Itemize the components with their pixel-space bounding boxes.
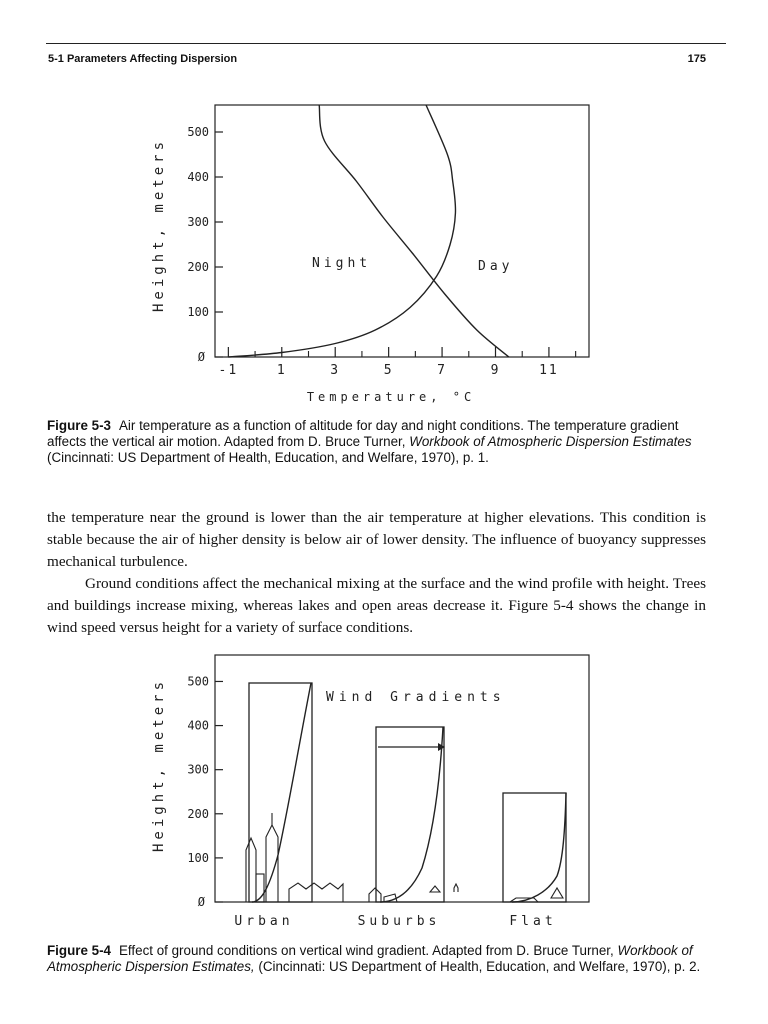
figure-5-3-xtick-label: 5 — [383, 363, 394, 378]
figure-5-3-caption-title: Workbook of Atmospheric Dispersion Estimates — [409, 434, 692, 449]
figure-5-3-series-day — [319, 105, 509, 357]
figure-5-4-caption-label: Figure 5-4 — [47, 943, 111, 958]
figure-5-4-category-labels — [234, 914, 556, 929]
figure-5-3-caption-label: Figure 5-3 — [47, 418, 111, 433]
figure-5-3-ytick-label: 500 — [187, 125, 209, 139]
body-text — [47, 507, 706, 639]
figure-5-3-series-night — [228, 105, 455, 357]
figure-5-4-yticks — [187, 674, 223, 909]
figure-5-3-ytick-label: Ø — [197, 350, 205, 364]
figure-5-3-xtick-label: 1 — [276, 363, 287, 378]
figure-5-3-xtick-label: -1 — [218, 363, 239, 378]
figure-5-3-xtick-label: 7 — [437, 363, 447, 378]
figure-5-4-title: Wind Gradients — [326, 690, 506, 705]
figure-5-3-chart — [0, 0, 768, 410]
figure-5-4-ytick-label: 200 — [187, 806, 209, 821]
figure-5-3-ytick-label: 100 — [187, 305, 209, 319]
figure-5-4-caption — [47, 943, 715, 975]
figure-5-4-caption-title: Workbook of Atmospheric Dispersion Estimates, — [47, 943, 693, 974]
figure-5-3-curves — [228, 105, 509, 357]
flat-gradient-frame — [503, 793, 566, 902]
flat-wind-profile — [512, 793, 566, 902]
urban-wind-profile — [252, 683, 311, 902]
figure-5-3-caption — [47, 418, 715, 466]
figure-5-4-ytick-label: 500 — [187, 674, 209, 689]
figure-5-4-ytick-label: Ø — [197, 895, 205, 909]
figure-5-3-xtick-label: 11 — [539, 363, 559, 378]
figure-5-4-ylabel: Height, meters — [151, 677, 167, 853]
figure-5-3-ytick-label: 200 — [187, 260, 209, 274]
figure-5-4-chart — [0, 640, 768, 932]
figure-5-3-caption-text: Air temperature as a function of altitude for day and night conditions. The temperature gradient affects the vertical air motion. Adapted from D. Bruce Turner, — [47, 418, 679, 449]
running-head: 5-1 Parameters Affecting Dispersion — [48, 53, 238, 65]
figure-5-3-frame — [215, 105, 589, 357]
figure-5-4-category-label: Flat — [509, 914, 557, 929]
figure-5-3-xticks — [219, 347, 576, 378]
figure-5-4-category-label: Urban — [234, 914, 294, 929]
figure-5-3-xlabel: Temperature, °C — [306, 390, 476, 404]
figure-5-4-ytick-label: 400 — [187, 718, 209, 733]
figure-5-4-caption-text: Effect of ground conditions on vertical wind gradient. Adapted from D. Bruce Turner, — [119, 943, 618, 958]
figure-5-3-caption-tail: (Cincinnati: US Department of Health, Education, and Welfare, 1970), p. 1. — [47, 450, 489, 465]
figure-5-4-caption-tail: (Cincinnati: US Department of Health, Education, and Welfare, 1970), p. 2. — [254, 959, 701, 974]
urban-buildings — [246, 813, 343, 902]
day-curve-label: Day — [478, 259, 514, 274]
figure-5-3-ytick-label: 300 — [187, 215, 209, 229]
body-paragraph-2: Ground conditions affect the mechanical mixing at the surface and the wind profile with height. Trees and buildings increase mixing, whereas lakes and open areas decrease it. Figure 5-4 shows the change in wind speed versus height for a variety of surface conditions. — [47, 575, 706, 636]
night-curve-label: Night — [312, 256, 372, 271]
figure-5-3-xtick-label: 9 — [490, 363, 501, 378]
figure-5-3-ylabel: Height, meters — [151, 137, 167, 313]
figure-5-4-category-label: Suburbs — [357, 914, 441, 929]
body-paragraph-1: the temperature near the ground is lower than the air temperature at higher elevations. This condition is stable because the air of higher density is below air of lower density. The influence of buoyancy suppresses mechanical turbulence. — [47, 509, 706, 570]
figure-5-3-yticks — [187, 125, 223, 364]
urban-gradient-frame — [249, 683, 312, 902]
figure-5-3-xtick-label: 3 — [330, 363, 341, 378]
figure-5-3-ytick-label: 400 — [187, 170, 209, 184]
suburbs-wind-profile — [380, 727, 443, 902]
figure-5-4-ytick-label: 300 — [187, 762, 209, 777]
page-number: 175 — [687, 53, 706, 65]
figure-5-4-ytick-label: 100 — [187, 850, 209, 865]
